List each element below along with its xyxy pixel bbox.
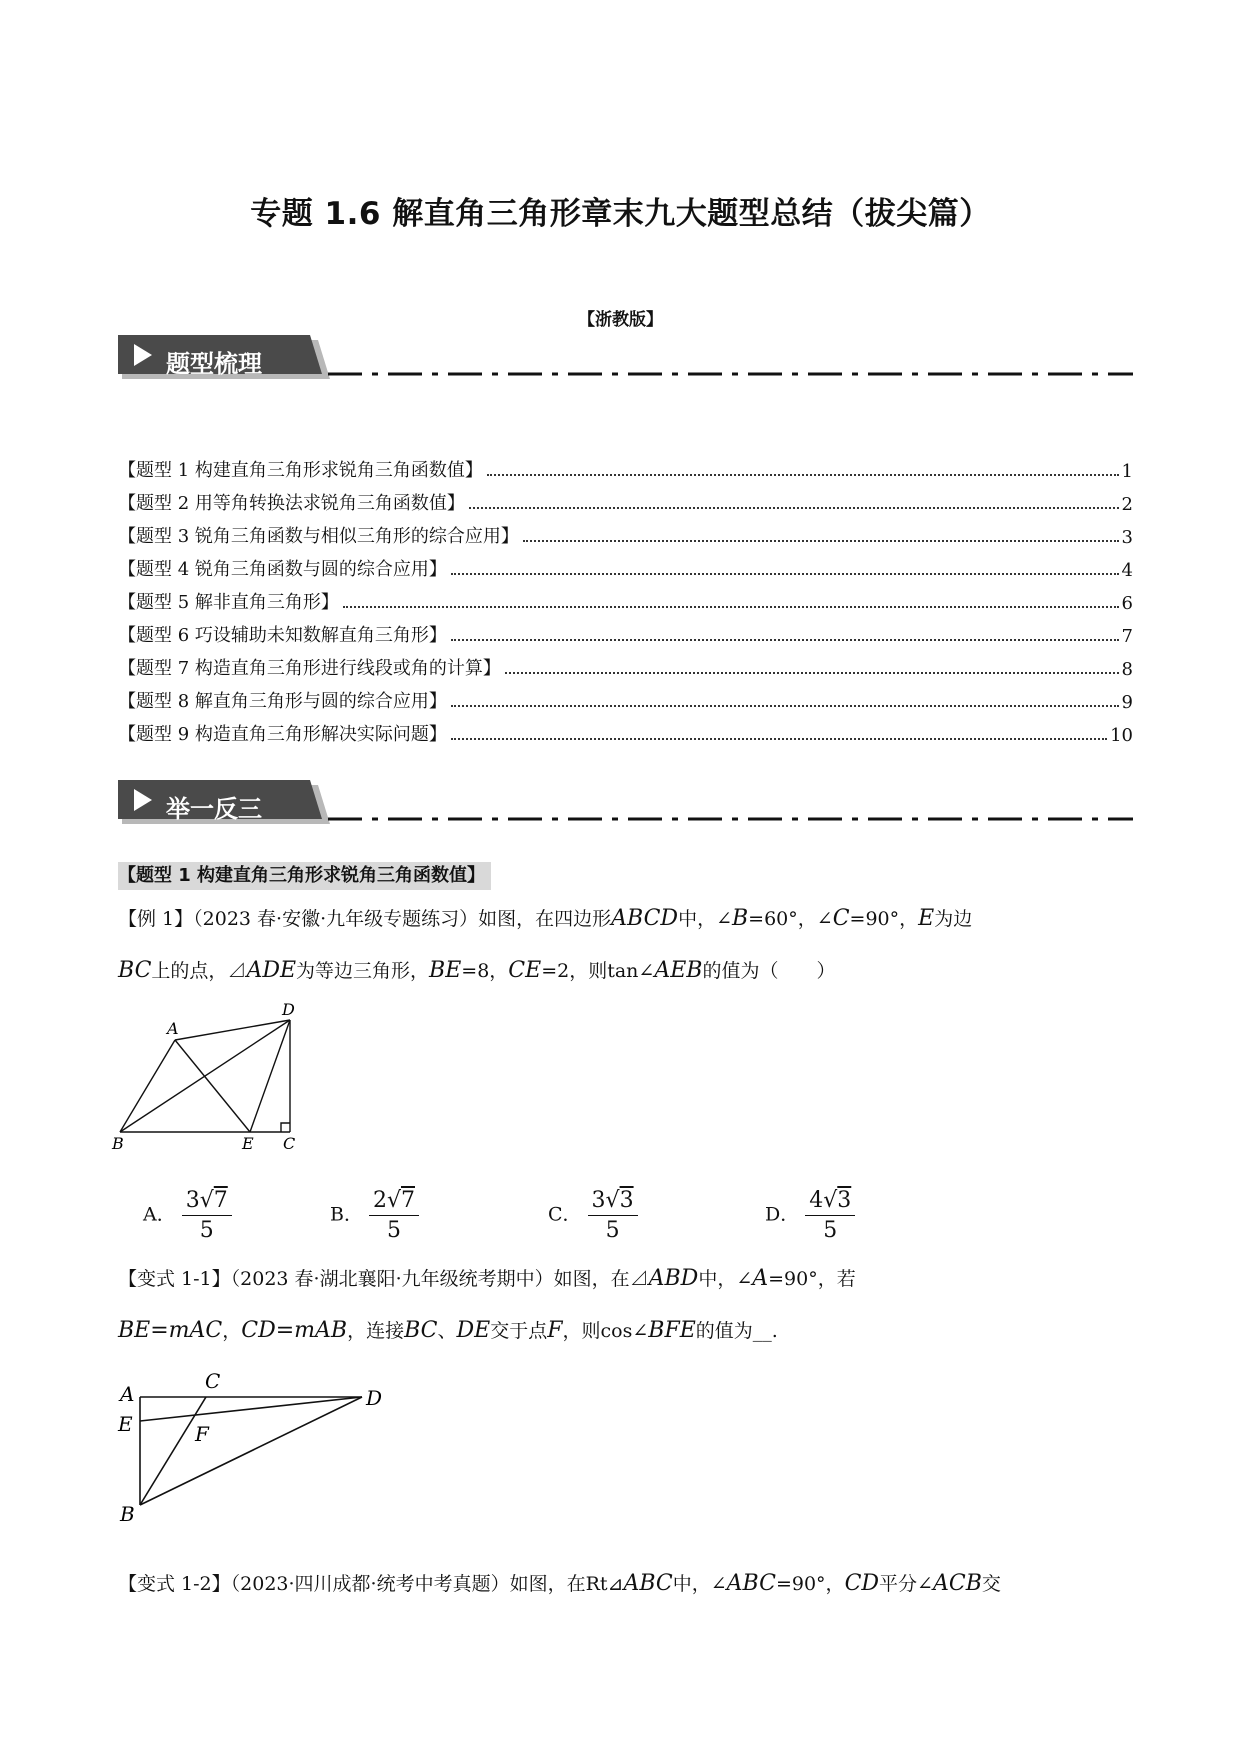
toc-leader	[451, 737, 1107, 740]
fig2-label-c: C	[205, 1369, 221, 1393]
option-c[interactable]: C． $\frac{3√3}{5}$	[548, 1188, 638, 1243]
option-d[interactable]: D． $\frac{4√3}{5}$	[765, 1188, 855, 1243]
toc-item-page: 8	[1121, 659, 1133, 680]
section-banner-graphic	[118, 335, 1133, 385]
variant11-line2: BE=mAC，CD=mAB，连接BC、DE交于点F，则cos∠BFE的值为__.	[118, 1318, 778, 1343]
option-b[interactable]: B． $\frac{2√7}{5}$	[330, 1188, 419, 1243]
fig1-label-a: A	[167, 1019, 179, 1038]
toc-item-page: 2	[1121, 494, 1133, 515]
variant12-line1: 【变式 1-2】（2023·四川成都·统考中考真题）如图，在Rt⊿ABC中，∠ABC=90°，CD平分∠ACB交	[118, 1571, 1001, 1596]
section-header-practice	[118, 780, 1133, 830]
toc-item-page: 1	[1121, 461, 1133, 482]
toc-item[interactable]	[118, 713, 1133, 746]
toc-item[interactable]	[118, 581, 1133, 614]
toc-item-page: 10	[1110, 725, 1133, 746]
page-title: 专题 1.6 解直角三角形章末九大题型总结（拔尖篇）	[250, 196, 991, 232]
figure-quadrilateral-abcd	[110, 1000, 310, 1150]
toc-item[interactable]	[118, 680, 1133, 713]
toc-leader	[523, 539, 1119, 542]
fig1-label-d: D	[282, 1000, 295, 1019]
table-of-contents	[118, 449, 1133, 746]
toc-leader	[469, 506, 1119, 509]
toc-item-page: 9	[1121, 692, 1133, 713]
toc-item[interactable]	[118, 647, 1133, 680]
toc-item[interactable]	[118, 449, 1133, 482]
example1-line1: 【例 1】（2023 春·安徽·九年级专题练习）如图，在四边形ABCD中，∠B=60°，∠C=90°，E为边	[118, 906, 973, 931]
toc-item-label: 【题型 2 用等角转换法求锐角三角函数值】	[118, 493, 465, 514]
fig2-label-b: B	[120, 1502, 135, 1525]
toc-leader	[505, 671, 1119, 674]
toc-item-page: 7	[1121, 626, 1133, 647]
fig2-label-f: F	[195, 1422, 209, 1446]
fig2-label-d: D	[366, 1386, 383, 1410]
toc-item-label: 【题型 7 构造直角三角形进行线段或角的计算】	[118, 658, 501, 679]
toc-item-label: 【题型 5 解非直角三角形】	[118, 592, 339, 613]
toc-item-label: 【题型 8 解直角三角形与圆的综合应用】	[118, 691, 447, 712]
fig2-label-a: A	[120, 1382, 135, 1406]
type1-heading: 【题型 1 构建直角三角形求锐角三角函数值】	[118, 862, 491, 890]
toc-item-label: 【题型 6 巧设辅助未知数解直角三角形】	[118, 625, 447, 646]
toc-leader	[487, 473, 1119, 476]
toc-item[interactable]	[118, 548, 1133, 581]
fig1-label-e: E	[242, 1134, 254, 1150]
toc-item-label: 【题型 1 构建直角三角形求锐角三角函数值】	[118, 460, 483, 481]
section-title-overview: 题型梳理	[166, 350, 262, 378]
toc-item-page: 4	[1121, 560, 1133, 581]
toc-item-label: 【题型 4 锐角三角函数与圆的综合应用】	[118, 559, 447, 580]
toc-item-label: 【题型 9 构造直角三角形解决实际问题】	[118, 724, 447, 745]
section-title-practice: 举一反三	[166, 795, 262, 823]
toc-item-page: 3	[1121, 527, 1133, 548]
variant11-line1: 【变式 1-1】（2023 春·湖北襄阳·九年级统考期中）如图，在⊿ABD中，∠A=90°，若	[118, 1266, 856, 1291]
edition-label: 【浙教版】	[578, 310, 663, 330]
toc-item[interactable]	[118, 515, 1133, 548]
toc-leader	[451, 572, 1119, 575]
toc-leader	[451, 704, 1119, 707]
toc-leader	[451, 638, 1119, 641]
toc-item-label: 【题型 3 锐角三角函数与相似三角形的综合应用】	[118, 526, 519, 547]
toc-item[interactable]	[118, 482, 1133, 515]
figure-triangle-abd	[110, 1365, 410, 1525]
toc-leader	[343, 605, 1119, 608]
section-banner-graphic	[118, 780, 1133, 830]
fig1-label-c: C	[283, 1134, 296, 1150]
toc-item[interactable]	[118, 614, 1133, 647]
section-header-overview	[118, 335, 1133, 385]
example1-line2: BC上的点，⊿ADE为等边三角形，BE=8，CE=2，则tan∠AEB的值为（ ）	[118, 958, 836, 983]
fig2-label-e: E	[118, 1412, 133, 1436]
fig1-label-b: B	[112, 1134, 124, 1150]
toc-item-page: 6	[1121, 593, 1133, 614]
option-a[interactable]: A． $\frac{3√7}{5}$	[143, 1188, 232, 1243]
